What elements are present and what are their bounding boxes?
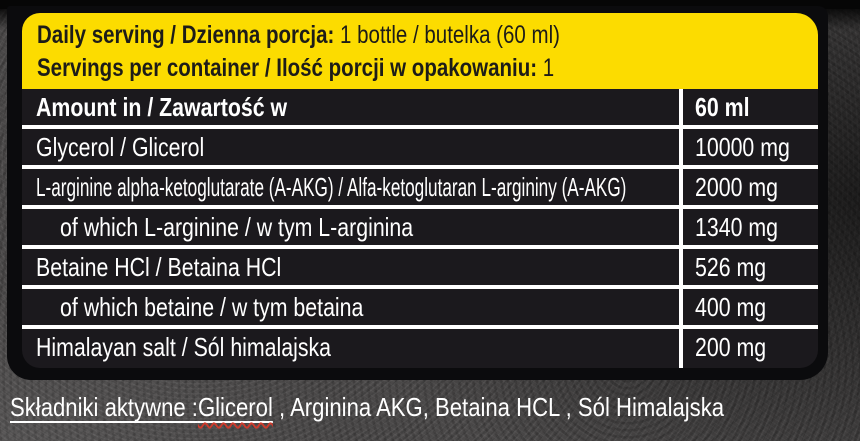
- table-row-of-which-l-arginine: [22, 209, 818, 249]
- ingredient-amount: 1340 mg: [695, 212, 778, 242]
- servings-label: Servings per container / Ilość porcji w opakowaniu:: [37, 54, 538, 82]
- ingredient-name: Himalayan salt / Sól himalajska: [22, 329, 683, 368]
- caption-misspelled-word: Glicerol: [197, 392, 273, 422]
- ingredient-amount: 400 mg: [695, 292, 767, 322]
- active-ingredients-caption[interactable]: [10, 391, 733, 423]
- table-row-of-which-betaine: [22, 289, 818, 329]
- table-row-himalayan-salt: [22, 329, 818, 368]
- table-header-row: [22, 89, 818, 129]
- caption-underlined-segment: [10, 392, 273, 422]
- servings-value: 1: [542, 54, 555, 82]
- nutrition-table: [22, 89, 818, 368]
- ingredient-amount: 526 mg: [695, 252, 767, 282]
- caption-rest-text: , Arginina AKG, Betaina HCL , Sól Himalajska: [272, 392, 725, 422]
- daily-serving-line: [22, 13, 818, 52]
- ingredient-amount: 10000 mg: [695, 132, 790, 162]
- ingredient-name: Glycerol / Glicerol: [22, 129, 683, 165]
- ingredient-name: of which L-arginine / w tym L-arginina: [22, 209, 683, 245]
- daily-serving-label: Daily serving / Dzienna porcja:: [37, 21, 335, 49]
- table-row-betaine-hcl: [22, 249, 818, 289]
- caption-underlined-text: Składniki aktywne :: [10, 392, 198, 422]
- daily-serving-value: 1 bottle / butelka (60 ml): [340, 21, 560, 49]
- ingredient-name: L-arginine alpha-ketoglutarate (A-AKG) / Alfa-ketoglutaran L-argininy (A-AKG): [22, 169, 683, 205]
- supplement-facts-panel: [7, 6, 828, 380]
- table-row-aakg: [22, 169, 818, 209]
- ingredient-amount: 200 mg: [695, 332, 767, 362]
- serving-info-header: [22, 13, 818, 89]
- table-row-glycerol: [22, 129, 818, 169]
- amount-in-column-header: Amount in / Zawartość w: [22, 89, 683, 125]
- serving-size-column-header: 60 ml: [695, 92, 750, 122]
- ingredient-name: of which betaine / w tym betaina: [22, 289, 683, 325]
- ingredient-amount: 2000 mg: [695, 172, 778, 202]
- ingredient-name: Betaine HCl / Betaina HCl: [22, 249, 683, 285]
- servings-per-container-line: [22, 52, 818, 85]
